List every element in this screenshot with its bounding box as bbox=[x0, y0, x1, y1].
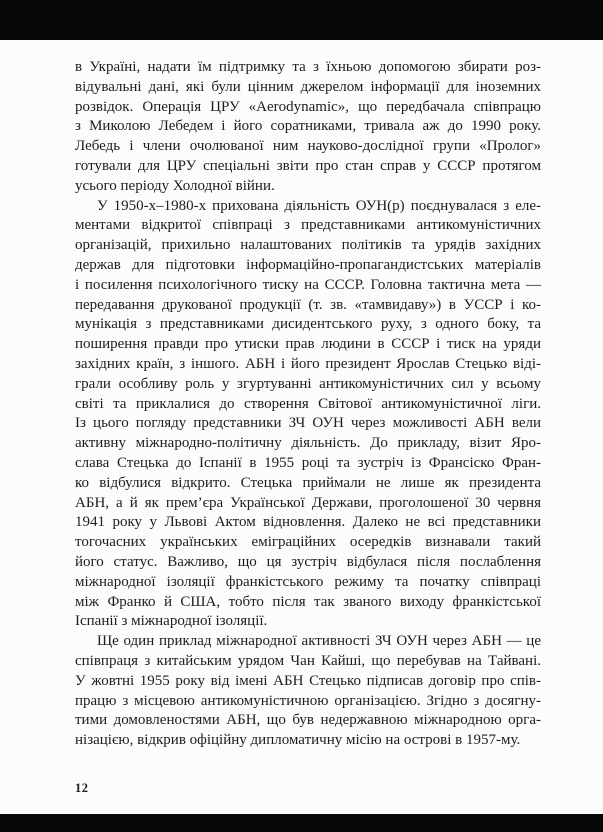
text-line: активну міжнародно-політичну діяльність. До прикладу, візит Яро- bbox=[75, 435, 541, 452]
bottom-black-bar bbox=[0, 814, 603, 832]
text-line: між Франко й США, тобто після так званого виходу франкістської bbox=[75, 593, 541, 610]
text-line: Ще один приклад міжнародної активності ЗЧ ОУН через АБН — це bbox=[97, 633, 541, 650]
text-line: передавання друкованої продукції (т. зв. «тамвидаву») в УССР і ко- bbox=[75, 296, 541, 313]
text-line: Лебедь і члени очолюваної ним науково-дослідної групи «Пролог» bbox=[75, 138, 541, 155]
text-line: і посилення психологічного тиску на СССР. Головна тактична мета — bbox=[75, 276, 541, 293]
text-line: Із цього погляду представники ЗЧ ОУН через можливості АБН вели bbox=[75, 415, 541, 432]
top-black-bar bbox=[0, 0, 603, 40]
text-line: 1941 року у Львові Актом відновлення. Далеко не всі представники bbox=[75, 514, 541, 531]
text-line: відувальні дані, які були цінним джерелом інформації для іноземних bbox=[75, 78, 541, 95]
text-line: з Миколою Лебедем і його соратниками, тривала аж до 1990 року. bbox=[75, 118, 541, 135]
page-number: 12 bbox=[75, 781, 89, 795]
text-line: світі та приклалися до створення Світової антикомуністичної ліги. bbox=[75, 395, 541, 412]
paragraph bbox=[75, 632, 541, 751]
text-line: грали особливу роль у згуртуванні антикомуністичних сил у всьому bbox=[75, 375, 541, 392]
text-line: його статус. Важливо, що ця зустріч відбулася після послаблення bbox=[75, 553, 541, 570]
book-page bbox=[0, 40, 603, 814]
text-line: міжнародної ізоляції франкістського режиму та початку співпраці bbox=[75, 573, 541, 590]
text-line: ко відбулися відкрито. Стецька приймали не лише як президента bbox=[75, 474, 541, 491]
text-line: мунікація з представниками дисидентського руху, з одного боку, та bbox=[75, 316, 541, 333]
paragraph bbox=[75, 197, 541, 633]
text-line: держав для підготовки інформаційно-пропагандистських матеріалів bbox=[75, 256, 541, 273]
text-line: працю з місцевою антикомуністичною організацією. Згідно з досягну- bbox=[75, 692, 541, 709]
text-line: організацій, прихильно налаштованих політиків та урядів західних bbox=[75, 237, 541, 254]
text-line: усього періоду Холодної війни. bbox=[75, 177, 275, 194]
text-line: готували для ЦРУ спеціальні звіти про стан справ у СССР протягом bbox=[75, 157, 541, 174]
text-line: ментами відкритої співпраці з представниками антикомуністичних bbox=[75, 217, 541, 234]
text-line: У 1950-х–1980-х прихована діяльність ОУН(р) поєднувалася з еле- bbox=[97, 197, 541, 214]
text-line: слава Стецька до Іспанії в 1955 році та зустріч із Франсіско Фран- bbox=[75, 454, 541, 471]
paragraph bbox=[75, 58, 541, 197]
text-line: поширення правди про утиски прав людини в СССР і тиск на уряди bbox=[75, 336, 541, 353]
text-line: тими домовленостями АБН, що був недержавною міжнародною орга- bbox=[75, 712, 541, 729]
text-line: АБН, а й як прем’єра Української Держави, проголошеної 30 червня bbox=[75, 494, 541, 511]
text-line: в Україні, надати їм підтримку та з їхньою допомогою збирати роз- bbox=[75, 59, 541, 75]
text-line: західних країн, з іншого. АБН і його президент Ярослав Стецько віді- bbox=[75, 355, 541, 372]
body-text bbox=[75, 58, 541, 751]
text-line: Іспанії з міжнародної ізоляції. bbox=[75, 613, 268, 630]
text-line: розвідок. Операція ЦРУ «Aerodynamic», що передбачала співпрацю bbox=[75, 98, 541, 115]
text-line: співпраця з китайським урядом Чан Кайші, що перебував на Тайвані. bbox=[75, 652, 541, 669]
text-line: нізацією, відкрив офіційну дипломатичну місію на острові в 1957-му. bbox=[75, 732, 521, 749]
text-line: тогочасних українських еміграційних осередків визнавали такий bbox=[75, 534, 541, 551]
text-line: У жовтні 1955 року від імені АБН Стецько підписав договір про спів- bbox=[75, 672, 541, 689]
